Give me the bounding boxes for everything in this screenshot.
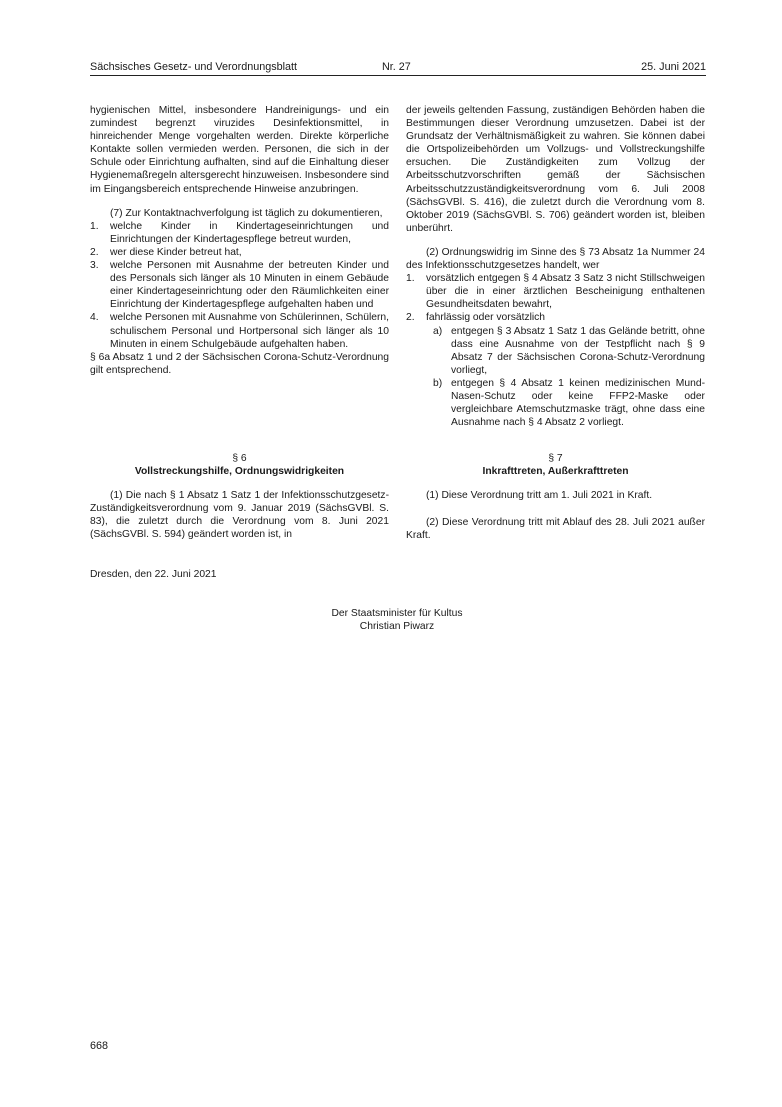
list-marker: 2. bbox=[406, 312, 415, 324]
list-item-text: welche Personen mit Ausnahme der betreuten Kinder und des Personals sich länger als 10 Minuten in einem Gebäude einer Kindertageseinrichtung oder den Räumlichkeiten einer Einrichtung der Kindertagespflege aufgehalten haben und bbox=[110, 260, 389, 311]
list-item-text: wer diese Kinder betreut hat, bbox=[110, 246, 242, 258]
section-7-number: § 7 bbox=[548, 453, 563, 464]
section-7-title: Inkrafttreten, Außerkrafttreten bbox=[482, 466, 629, 478]
section-6-title: Vollstreckungshilfe, Ordnungswidrigkeiten bbox=[134, 466, 345, 478]
list-item-text: fahrlässig oder vorsätzlich bbox=[426, 312, 546, 324]
contact-tracing-list bbox=[90, 220, 389, 351]
section-6-paragraph-1: (1) Die nach § 1 Absatz 1 Satz 1 der Infektionsschutzgesetz-Zuständigkeitsverordnung vom 9. Januar 2019 (SächsGVBl. S. 83), die zuletzt durch die Verordnung vom 8. Juni 2021 (SächsGVBl. S. 594) geändert worden ist, in bbox=[90, 490, 389, 541]
sublist-item-text: entgegen § 4 Absatz 1 keinen medizinischen Mund-Nasen-Schutz oder keine FFP2-Maske oder vergleichbare Atemschutzmaske trägt, ohne dass eine Ausnahme nach § 4 Absatz 2 vorliegt. bbox=[451, 377, 705, 429]
list-item-text: vorsätzlich entgegen § 4 Absatz 3 Satz 3 nicht Stillschweigen über die in einer ärztlichen Bescheinigung enthaltenen Gesundheitsdaten bewahrt, bbox=[426, 273, 705, 311]
issue-date: 25. Juni 2021 bbox=[641, 61, 706, 73]
list-item bbox=[406, 311, 705, 324]
section-7-paragraph-1: (1) Diese Verordnung tritt am 1. Juli 2021 in Kraft. bbox=[426, 490, 653, 502]
section-7-paragraph-2: (2) Diese Verordnung tritt mit Ablauf des 28. Juli 2021 außer Kraft. bbox=[406, 517, 705, 542]
list-item bbox=[90, 220, 389, 246]
running-header bbox=[90, 61, 706, 75]
signatory-role: Der Staatsminister für Kultus bbox=[331, 608, 463, 619]
publication-title: Sächsisches Gesetz- und Verordnungsblatt bbox=[90, 61, 298, 73]
place-date: Dresden, den 22. Juni 2021 bbox=[90, 569, 217, 580]
signature-block bbox=[247, 607, 547, 633]
sublist-marker: b) bbox=[433, 377, 443, 389]
paragraph-2-intro: (2) Ordnungswidrig im Sinne des § 73 Absatz 1a Nummer 24 des Infektionsschutzgesetzes handelt, wer bbox=[406, 246, 705, 272]
left-column-top bbox=[90, 104, 389, 377]
issue-number: Nr. 27 bbox=[382, 61, 411, 73]
section-6 bbox=[90, 452, 389, 542]
paragraph-7-closing: § 6a Absatz 1 und 2 der Sächsischen Corona-Schutz-Verordnung gilt entsprechend. bbox=[90, 351, 389, 376]
header-rule bbox=[90, 75, 706, 76]
list-marker: 1. bbox=[406, 273, 415, 285]
list-item bbox=[90, 246, 389, 259]
paragraph-7-intro: (7) Zur Kontaktnachverfolgung ist täglich zu dokumentieren, bbox=[110, 207, 383, 219]
section-7 bbox=[406, 452, 705, 542]
section-6-number: § 6 bbox=[232, 453, 247, 464]
paragraph-authorities: der jeweils geltenden Fassung, zuständigen Behörden haben die Bestimmungen dieser Verordnung umzusetzen. Dabei ist der Grundsatz der Verhältnismäßigkeit zu wahren. Sie können dabei die Ortspolizeibehörden um Vollzugs- und Vollstreckungshilfe ersuchen. Die Zuständigkeiten zum Vollzug der Arbeitsschutzvorschriften gemäß der Sächsischen Arbeitsschutzzuständigkeitsverordnung vom 6. Juli 2008 (SächsGVBl. S. 416), die zuletzt durch die Verordnung vom 8. Oktober 2019 (SächsGVBl. S. 706) geändert worden ist, bleiben unberührt. bbox=[406, 105, 705, 234]
sublist-item bbox=[406, 377, 705, 429]
list-marker: 1. bbox=[90, 220, 99, 232]
offences-sublist bbox=[406, 325, 705, 430]
list-item bbox=[90, 259, 389, 311]
offences-list bbox=[406, 272, 705, 324]
page-number: 668 bbox=[90, 1040, 109, 1052]
list-item-text: welche Personen mit Ausnahme von Schülerinnen, Schülern, schulischem Personal und Hortpersonal sich länger als 10 Minuten in einem Schulgebäude aufgehalten haben. bbox=[110, 312, 389, 350]
sublist-marker: a) bbox=[433, 325, 443, 337]
list-marker: 2. bbox=[90, 246, 99, 258]
list-marker: 3. bbox=[90, 260, 99, 272]
sublist-item bbox=[406, 325, 705, 377]
sublist-item-text: entgegen § 3 Absatz 1 Satz 1 das Gelände betritt, ohne dass eine Ausnahme von der Testpflicht nach § 9 Absatz 7 der Sächsischen Corona-Schutz-Verordnung vorliegt, bbox=[451, 325, 705, 376]
list-item bbox=[90, 311, 389, 350]
signatory-name: Christian Piwarz bbox=[359, 621, 435, 633]
list-marker: 4. bbox=[90, 312, 99, 324]
list-item-text: welche Kinder in Kindertageseinrichtungen und Einrichtungen der Kindertagespflege betreut wurden, bbox=[110, 220, 389, 245]
paragraph-hygiene: hygienischen Mittel, insbesondere Handreinigungs- und ein zumindest begrenzt viruzides Desinfektionsmittel, in hinreichender Menge vorgehalten werden. Direkte körperliche Kontakte sollen vermieden werden. Personen, die sich in der Schule oder Einrichtung aufhalten, sind auf die Einhaltung dieser Hygienemaßregeln altersgerecht hinzuweisen. Insbesondere sind im Eingangsbereich entsprechende Hinweise anzubringen. bbox=[90, 105, 389, 195]
list-item bbox=[406, 272, 705, 311]
right-column-top bbox=[406, 104, 705, 429]
